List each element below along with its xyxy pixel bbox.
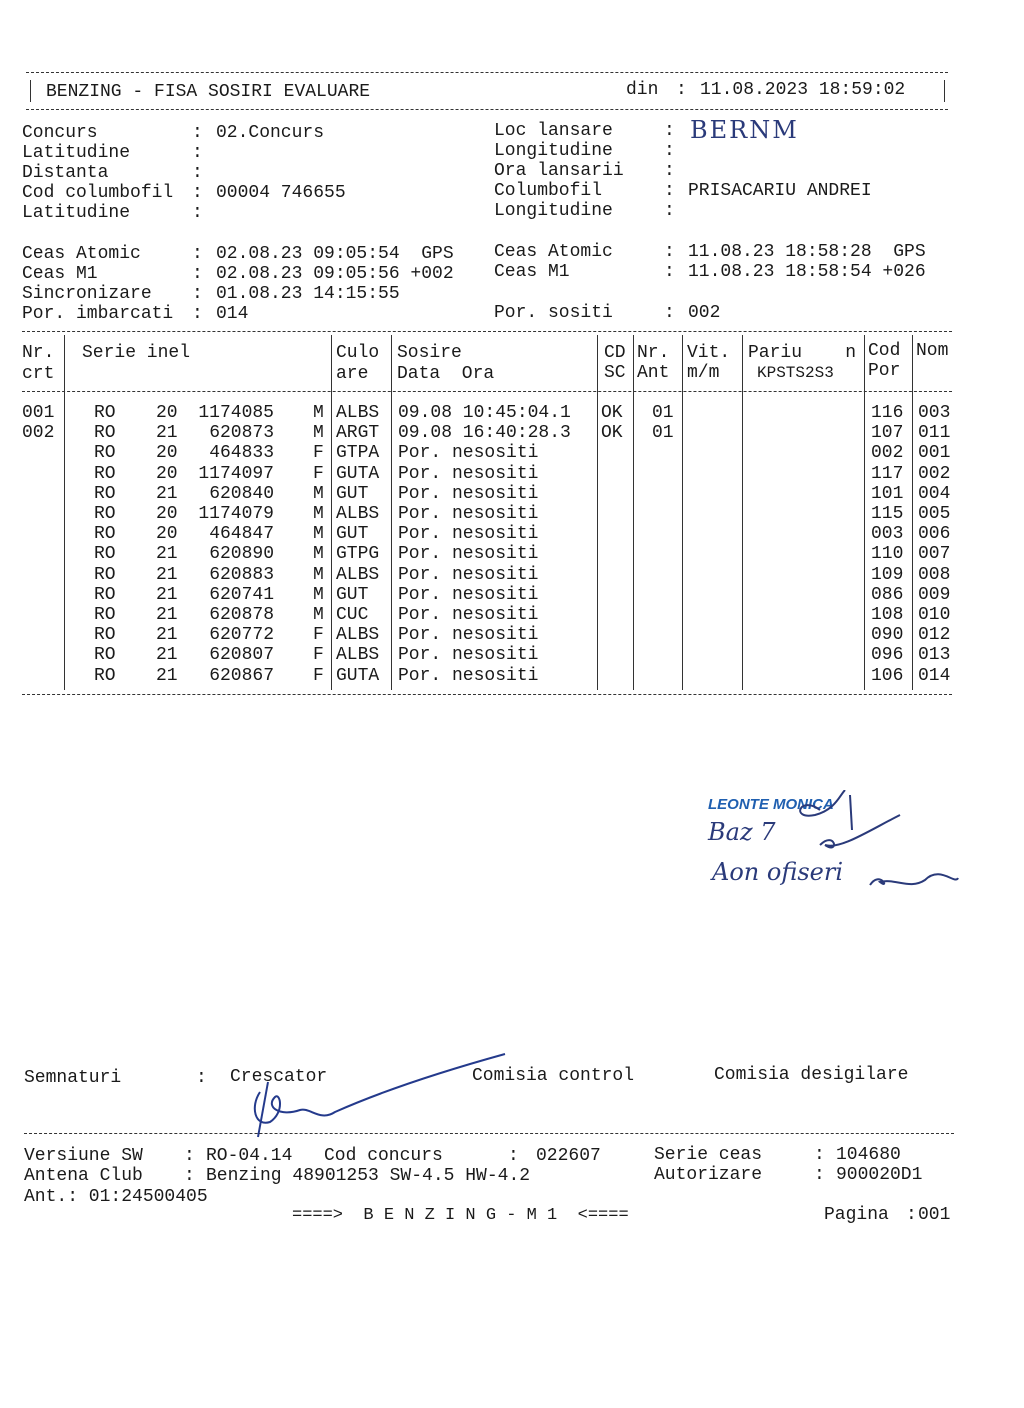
col-divider [597, 335, 598, 690]
info-colon: : [664, 121, 675, 141]
cell-sosire: 09.08 10:45:04.1 [398, 403, 571, 423]
cell-tara: RO [94, 443, 116, 464]
col-divider [742, 335, 743, 690]
th-data-ora: Data Ora [397, 364, 495, 384]
cell-nom: 003 [918, 403, 951, 423]
info-label: Latitudine [22, 143, 131, 163]
footer-colon: : [184, 1166, 195, 1186]
cell-culoare: GUT [336, 483, 369, 504]
cell-culoare: ALBS [336, 645, 380, 666]
th-mm: m/m [687, 363, 720, 383]
cell-ant: 01 [652, 423, 674, 444]
cell-nom: 006 [918, 524, 951, 545]
info-value: 02.Concurs [216, 123, 325, 143]
cell-sex: F [313, 443, 324, 464]
cell-inel: 620867 [209, 665, 274, 686]
footer-label: Serie ceas [654, 1145, 763, 1165]
clock-colon: : [664, 262, 675, 282]
info-label: Columbofil [494, 181, 603, 201]
report-date: 11.08.2023 18:59:02 [700, 80, 906, 100]
cell-inel: 1174085 [198, 403, 274, 423]
cell-tara: RO [94, 423, 116, 444]
clock-label: Por. imbarcati [22, 304, 174, 324]
cell-sosire: Por. nesositi [398, 564, 539, 585]
cell-inel: 620741 [209, 584, 274, 605]
cell-cod: 108 [871, 605, 904, 625]
cell-sex: M [313, 403, 324, 423]
cell-sex: F [313, 625, 324, 646]
cell-an: 21 [156, 584, 178, 605]
por-imbarcati-value: 014 [216, 304, 249, 324]
cell-culoare: ALBS [336, 403, 380, 423]
clock-label: Ceas M1 [494, 262, 570, 282]
loc-lansare-handwritten: BERNM [690, 116, 799, 144]
info-label: Distanta [22, 163, 109, 183]
cell-sosire: Por. nesositi [398, 544, 539, 565]
clock-value: 02.08.23 09:05:56 +002 [216, 264, 454, 284]
cell-nom: 005 [918, 504, 951, 524]
cell-inel: 1174097 [198, 463, 274, 484]
clock-label: Ceas M1 [22, 264, 98, 284]
cell-nom: 007 [918, 544, 951, 565]
cell-cod: 109 [871, 564, 904, 585]
cell-nom: 014 [918, 665, 951, 686]
clock-colon: : [192, 304, 203, 324]
cell-inel: 620883 [209, 564, 274, 585]
table-bottom-rule [22, 694, 952, 695]
cell-sosire: Por. nesositi [398, 625, 539, 646]
cell-tara: RO [94, 524, 116, 545]
cell-sosire: Por. nesositi [398, 665, 539, 686]
cell-cod: 086 [871, 584, 904, 605]
info-label: Ora lansarii [494, 161, 624, 181]
info-label: Latitudine [22, 203, 131, 223]
cell-sex: M [313, 544, 324, 565]
footer-label: Versiune SW [24, 1146, 143, 1166]
cell-sex: M [313, 584, 324, 605]
info-colon: : [192, 183, 203, 203]
cell-culoare: ARGT [336, 423, 380, 444]
col-divider [331, 335, 332, 690]
cell-cod: 107 [871, 423, 904, 444]
cell-nom: 008 [918, 564, 951, 585]
table-top-rule [22, 331, 952, 332]
cell-sex: M [313, 524, 324, 545]
cell-tara: RO [94, 665, 116, 686]
th-cd: CD [604, 343, 626, 363]
clock-value: 01.08.23 14:15:55 [216, 284, 400, 304]
th-culoare: Culo [336, 343, 380, 363]
cell-sex: M [313, 605, 324, 625]
cell-cod: 106 [871, 665, 904, 686]
th-sosire: Sosire [397, 343, 462, 363]
cell-culoare: GUT [336, 524, 369, 545]
th-serie: Serie inel [82, 343, 191, 363]
cell-nom: 004 [918, 483, 951, 504]
cell-sex: M [313, 423, 324, 444]
info-label: Concurs [22, 123, 98, 143]
cell-an: 21 [156, 564, 178, 585]
th-crt: crt [22, 364, 55, 384]
cell-cod: 115 [871, 504, 904, 524]
header-bottom-rule [26, 109, 948, 110]
crescator-label: Crescator [230, 1067, 328, 1087]
cell-tara: RO [94, 463, 116, 484]
handwritten-signature [780, 790, 970, 900]
col-divider [633, 335, 634, 690]
clock-label: Ceas Atomic [22, 244, 141, 264]
cell-sosire: Por. nesositi [398, 504, 539, 524]
cell-an: 20 [156, 403, 178, 423]
cell-an: 21 [156, 665, 178, 686]
clock-colon: : [192, 244, 203, 264]
cell-an: 20 [156, 443, 178, 464]
cell-inel: 620840 [209, 483, 274, 504]
cell-an: 21 [156, 625, 178, 646]
info-label: Longitudine [494, 141, 613, 161]
clock-value: 11.08.23 18:58:28 GPS [688, 242, 926, 262]
cell-cod: 101 [871, 483, 904, 504]
info-colon: : [192, 163, 203, 183]
cell-tara: RO [94, 625, 116, 646]
cell-nom: 009 [918, 584, 951, 605]
cell-sosire: Por. nesositi [398, 584, 539, 605]
cell-sex: F [313, 463, 324, 484]
clock-colon: : [192, 284, 203, 304]
footer-label: Pagina [824, 1205, 889, 1225]
footer-rule [24, 1133, 954, 1134]
cell-culoare: ALBS [336, 625, 380, 646]
cell-inel: 620890 [209, 544, 274, 565]
cell-cod: 003 [871, 524, 904, 545]
cell-culoare: GUTA [336, 665, 380, 686]
info-label: Longitudine [494, 201, 613, 221]
info-colon: : [664, 181, 675, 201]
cell-an: 21 [156, 483, 178, 504]
versiune-value: RO-04.14 [206, 1146, 293, 1166]
inspector-stamp: LEONTE MONICA [708, 796, 834, 813]
pagina-value: 001 [918, 1205, 951, 1225]
cell-tara: RO [94, 504, 116, 524]
cell-sosire: Por. nesositi [398, 443, 539, 464]
cell-an: 21 [156, 544, 178, 565]
th-nr: Nr. [22, 343, 55, 363]
cell-culoare: ALBS [336, 504, 380, 524]
footer-colon: : [814, 1165, 825, 1185]
th-nr-ant: Nr. [637, 343, 670, 363]
cell-an: 20 [156, 463, 178, 484]
cell-an: 20 [156, 504, 178, 524]
cell-culoare: GTPG [336, 544, 380, 565]
table-header-rule [22, 391, 952, 392]
cell-ant: 01 [652, 403, 674, 423]
footer-colon: : [508, 1146, 519, 1166]
info-colon: : [664, 161, 675, 181]
handwritten-note: Baz 7 [708, 818, 776, 846]
cell-sosire: Por. nesositi [398, 483, 539, 504]
cell-inel: 464833 [209, 443, 274, 464]
cell-tara: RO [94, 605, 116, 625]
cell-culoare: ALBS [336, 564, 380, 585]
cell-inel: 620878 [209, 605, 274, 625]
cell-nom: 010 [918, 605, 951, 625]
cell-sex: M [313, 483, 324, 504]
cell-nom: 013 [918, 645, 951, 666]
th-vit: Vit. [687, 343, 731, 363]
cell-tara: RO [94, 584, 116, 605]
cell-cod: 096 [871, 645, 904, 666]
footer-label: Antena Club [24, 1166, 143, 1186]
signatures-label: Semnaturi [24, 1068, 122, 1088]
por-sositi-value: 002 [688, 303, 721, 323]
cell-sex: M [313, 564, 324, 585]
brand-banner: ====> B E N Z I N G - M 1 <==== [292, 1206, 629, 1225]
cell-cod: 090 [871, 625, 904, 646]
header-left-border [30, 80, 31, 102]
col-divider [391, 335, 392, 690]
cell-inel: 620772 [209, 625, 274, 646]
cell-cod: 110 [871, 544, 904, 565]
cell-inel: 620873 [209, 423, 274, 444]
cell-tara: RO [94, 564, 116, 585]
info-colon: : [192, 123, 203, 143]
header-right-border [944, 80, 945, 102]
cell-inel: 1174079 [198, 504, 274, 524]
th-kpsts: KPSTS2S3 [757, 364, 834, 382]
cell-tara: RO [94, 483, 116, 504]
cod-concurs-value: 022607 [536, 1146, 601, 1166]
clock-value: 02.08.23 09:05:54 GPS [216, 244, 454, 264]
info-colon: : [664, 141, 675, 161]
clock-value: 11.08.23 18:58:54 +026 [688, 262, 926, 282]
cell-tara: RO [94, 403, 116, 423]
cell-an: 21 [156, 605, 178, 625]
antena-value: Benzing 48901253 SW-4.5 HW-4.2 [206, 1166, 531, 1186]
cell-inel: 464847 [209, 524, 274, 545]
cell-an: 21 [156, 645, 178, 666]
footer-label: Cod concurs [324, 1146, 443, 1166]
cell-nom: 001 [918, 443, 951, 464]
footer-colon: : [814, 1145, 825, 1165]
th-ant: Ant [637, 363, 670, 383]
cell-sosire: Por. nesositi [398, 524, 539, 545]
cell-sosire: Por. nesositi [398, 463, 539, 484]
col-divider [64, 335, 65, 690]
cell-sex: M [313, 504, 324, 524]
footer-label: Autorizare [654, 1165, 763, 1185]
info-colon: : [192, 143, 203, 163]
page-title: BENZING - FISA SOSIRI EVALUARE [46, 82, 371, 102]
cell-cdsc: OK [601, 403, 623, 423]
cell-cdsc: OK [601, 423, 623, 444]
info-colon: : [192, 203, 203, 223]
cell-nom: 002 [918, 463, 951, 484]
th-nom: Nom [916, 341, 949, 361]
columbofil-name: PRISACARIU ANDREI [688, 181, 872, 201]
clock-label: Sincronizare [22, 284, 152, 304]
info-colon: : [664, 201, 675, 221]
cell-culoare: GTPA [336, 443, 380, 464]
cell-nr: 002 [22, 423, 55, 444]
comisia-control-label: Comisia control [472, 1066, 635, 1086]
info-label: Loc lansare [494, 121, 613, 141]
autorizare-value: 900020D1 [836, 1165, 923, 1185]
th-cod: Cod [868, 341, 901, 361]
th-por: Por [868, 361, 901, 381]
th-are: are [336, 364, 369, 384]
date-colon: : [676, 80, 687, 100]
clock-colon: : [192, 264, 203, 284]
cod-columbofil-value: 00004 746655 [216, 183, 346, 203]
cell-sosire: Por. nesositi [398, 645, 539, 666]
cell-culoare: GUT [336, 584, 369, 605]
clock-label: Por. sositi [494, 303, 613, 323]
col-divider [912, 335, 913, 690]
cell-sex: F [313, 645, 324, 666]
th-sc: SC [604, 363, 626, 383]
clock-colon: : [664, 303, 675, 323]
cell-cod: 002 [871, 443, 904, 464]
comisia-desigilare-label: Comisia desigilare [714, 1065, 909, 1085]
cell-nom: 012 [918, 625, 951, 646]
cell-tara: RO [94, 544, 116, 565]
pagina-colon: : [906, 1205, 917, 1225]
cell-tara: RO [94, 645, 116, 666]
cell-sosire: Por. nesositi [398, 605, 539, 625]
cell-culoare: CUC [336, 605, 369, 625]
th-pariu: Pariu n [748, 343, 857, 363]
handwritten-note: Aon ofiseri [712, 858, 843, 886]
footer-colon: : [184, 1146, 195, 1166]
clock-colon: : [664, 242, 675, 262]
clock-label: Ceas Atomic [494, 242, 613, 262]
cell-cod: 116 [871, 403, 904, 423]
info-label: Cod columbofil [22, 183, 174, 203]
signatures-colon: : [196, 1068, 207, 1088]
cell-culoare: GUTA [336, 463, 380, 484]
col-divider [682, 335, 683, 690]
cell-an: 20 [156, 524, 178, 545]
ant-value: Ant.: 01:24500405 [24, 1187, 208, 1207]
cell-sex: F [313, 665, 324, 686]
header-top-rule [26, 72, 948, 73]
cell-sosire: 09.08 16:40:28.3 [398, 423, 571, 444]
cell-nr: 001 [22, 403, 55, 423]
serie-ceas-value: 104680 [836, 1145, 901, 1165]
date-label: din [626, 80, 659, 100]
cell-an: 21 [156, 423, 178, 444]
col-divider [864, 335, 865, 690]
cell-inel: 620807 [209, 645, 274, 666]
cell-cod: 117 [871, 463, 904, 484]
cell-nom: 011 [918, 423, 951, 444]
crescator-signature [240, 1052, 520, 1142]
